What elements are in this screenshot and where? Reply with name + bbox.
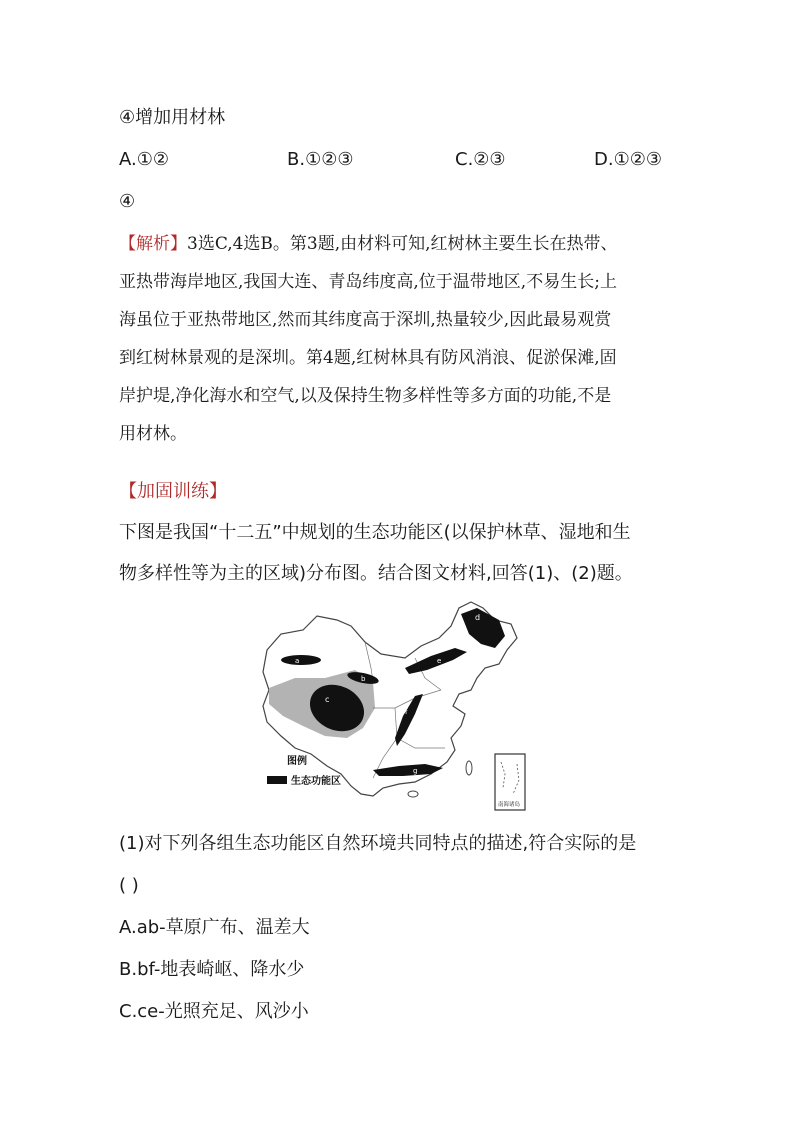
option-4-text: ④增加用材林	[119, 107, 226, 128]
analysis-line-6: 用材林。	[119, 424, 187, 444]
choice-b: B.①②③	[287, 149, 354, 170]
q1-option-c: C.ce-光照充足、风沙小	[119, 1001, 309, 1022]
q1-option-a: A.ab-草原广布、温差大	[119, 917, 310, 938]
inset-label: 南海诸岛	[498, 802, 521, 808]
label-e: e	[437, 657, 442, 665]
taiwan	[466, 761, 472, 775]
analysis-line-3: 海虽位于亚热带地区,然而其纬度高于深圳,热量较少,因此最易观赏	[119, 310, 612, 330]
label-a: a	[295, 657, 300, 665]
intro-line-2: 物多样性等为主的区域)分布图。结合图文材料,回答(1)、(2)题。	[119, 563, 633, 584]
label-g: g	[413, 767, 418, 775]
ecological-zone-map	[255, 598, 527, 816]
analysis-line-1	[119, 232, 618, 256]
analysis-tag: 【解析】	[119, 234, 187, 254]
legend-title: 图例	[287, 756, 307, 767]
intro-line-1: 下图是我国“十二五”中规划的生态功能区(以保护林草、湿地和生	[119, 522, 631, 543]
label-b: b	[361, 675, 366, 683]
zone-a	[281, 655, 321, 665]
analysis-line-4: 到红树林景观的是深圳。第4题,红树林具有防风消浪、促淤保滩,固	[119, 348, 617, 368]
analysis-line-5: 岸护堤,净化海水和空气,以及保持生物多样性等多方面的功能,不是	[119, 386, 612, 406]
legend-label: 生态功能区	[291, 776, 341, 787]
answer-parentheses: ( )	[119, 875, 139, 896]
legend-swatch	[267, 776, 287, 784]
label-c: c	[325, 695, 330, 704]
question-1-stem: (1)对下列各组生态功能区自然环境共同特点的描述,符合实际的是	[119, 833, 637, 854]
hainan	[408, 791, 418, 797]
q1-option-b: B.bf-地表崎岖、降水少	[119, 959, 305, 980]
label-f: f	[405, 708, 408, 716]
practice-heading: 【加固训练】	[119, 481, 227, 502]
choice-d: D.①②③	[594, 149, 662, 170]
choice-d-continued: ④	[119, 191, 136, 212]
label-d: d	[475, 613, 481, 622]
choice-a: A.①②	[119, 149, 169, 170]
analysis-line-1-text: 3选C,4选B。第3题,由材料可知,红树林主要生长在热带、	[187, 234, 618, 254]
choice-c: C.②③	[455, 149, 506, 170]
analysis-line-2: 亚热带海岸地区,我国大连、青岛纬度高,位于温带地区,不易生长;上	[119, 272, 617, 292]
